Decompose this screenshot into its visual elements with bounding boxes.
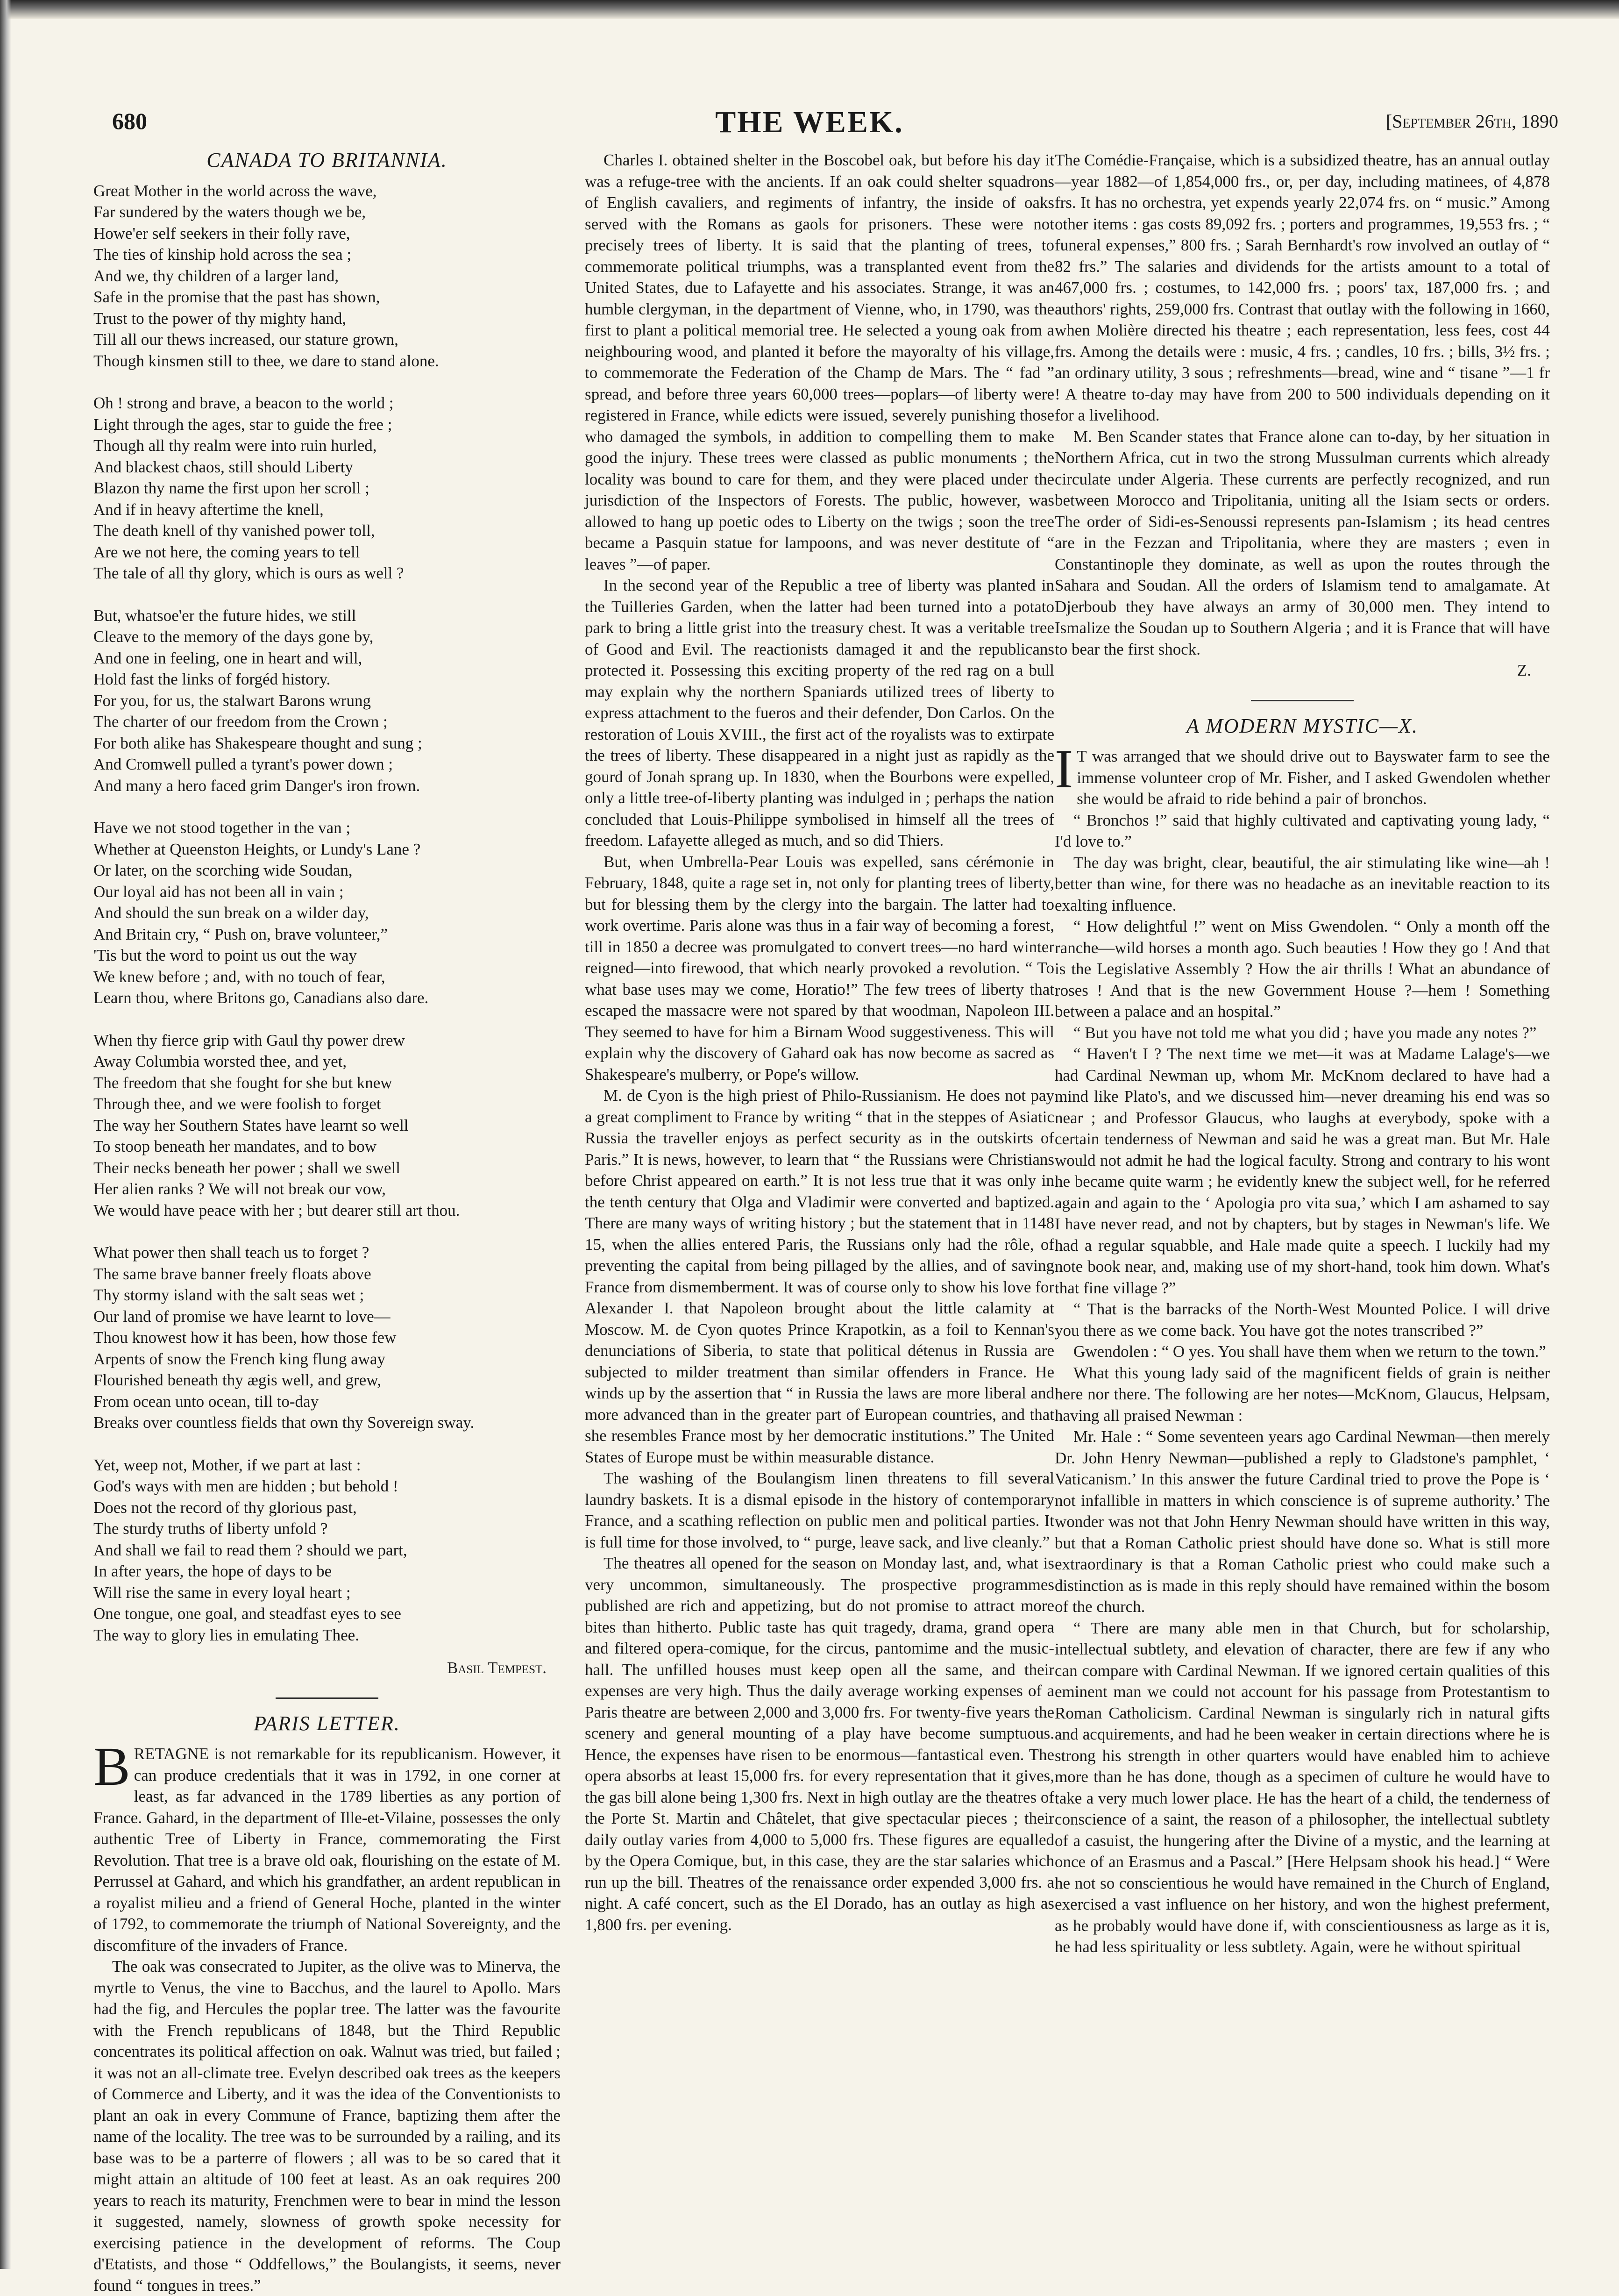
poem-line: And if in heavy aftertime the knell, [93, 500, 324, 519]
poem-line: Yet, weep not, Mother, if we part at last : [93, 1455, 361, 1474]
poem-line: Howe'er self seekers in their folly rave, [93, 224, 350, 242]
poem-line: Does not the record of thy glorious past, [93, 1498, 357, 1517]
page-header [0, 107, 1619, 145]
poem-line: The sturdy truths of liberty unfold ? [93, 1519, 328, 1538]
poem-line: 'Tis but the word to point us out the way [93, 946, 357, 964]
issue-date: [September 26th, 1890 [1385, 111, 1558, 132]
poem-line: And shall we fail to read them ? should we part, [93, 1540, 407, 1559]
poem-line: Cleave to the memory of the days gone by, [93, 627, 374, 646]
poem-line: We would have peace with her ; but dearer still art thou. [93, 1201, 460, 1219]
paris-paragraph: BRETAGNE is not remarkable for its republicanism. However, it can produce credentials that it was in 1792, in one corner at least, as far advanced in the 1789 liberties as any portion of France. Gahard, in the department of Ille-et-Vilaine, possesses the only authentic Tree of Liberty in France, commemorating the First Revolution. That tree is a brave old oak, flourishing on the estate of M. Perrussel at Gahard, and which his grandfather, an ardent republican in a royalist milieu and a friend of General Hoche, planted in the winter of 1792, to commemorate the triumph of National Sovereignty, and the discomfiture of the invaders of France. [93, 1736, 561, 1954]
poem-line: Trust to the power of thy mighty hand, [93, 309, 347, 328]
poem-line: Though kinsmen still to thee, we dare to stand alone. [93, 351, 439, 370]
mystic-paragraph: “ That is the barracks of the North-West Mounted Police. I will drive you there as we come back. You have got the notes transcribed ?” [1055, 1300, 1550, 1340]
column-3 [1055, 150, 1550, 1958]
poem-stanza [93, 1455, 561, 1646]
paris-signature: Z. [1517, 661, 1531, 679]
poem-line: The death knell of thy vanished power toll, [93, 521, 375, 540]
paris-paragraph: The theatres all opened for the season on Monday last, and, what is very uncommon, simultaneously. The prospective programmes published are rich and appetizing, but do not promise to attract more bites than hitherto. Public taste has quit tragedy, drama, grand opera and filtered opera-comique, for the circus, pantomime and the music-hall. The unfilled houses must keep open all the same, and their expenses are very high. Thus the daily average working expenses of a Paris theatre are between 2,000 and 3,000 frs. For twenty-five years the scenery and general mounting of a play have become sumptuous. Hence, the expenses have risen to be enormous—fantastical even. The opera absorbs at least 15,000 frs. for every representation that it gives, the gas bill alone being 1,300 frs. Next in high outlay are the theatres of the Porte St. Martin and Châtelet, that give spectacular pieces ; their daily outlay varies from 4,000 to 5,000 frs. These figures are equalled by the Opera Comique, but, in this case, they are the star salaries which run up the bill. Theatres of the renaissance order expended 3,000 frs. a night. A café concert, such as the El Dorado, has an outlay as high as 1,800 frs. per evening. [585, 1554, 1055, 1934]
poem-line: Oh ! strong and brave, a beacon to the world ; [93, 394, 394, 412]
section-divider [1251, 700, 1354, 701]
poem-line: For both alike has Shakespeare thought and sung ; [93, 734, 422, 752]
mystic-paragraph: Gwendolen : “ O yes. You shall have them when we return to the town.” [1073, 1342, 1546, 1361]
poem-line: Breaks over countless fields that own thy Sovereign sway. [93, 1413, 475, 1432]
section-divider [276, 1697, 378, 1699]
poem-line: The charter of our freedom from the Crown ; [93, 713, 388, 731]
poem-line: Till all our thews increased, our stature grown, [93, 330, 398, 349]
mystic-paragraph: “ How delightful !” went on Miss Gwendolen. “ Only a month off the ranche—wild horses a month ago. Such beauties ! How they go ! And that is the Legislative Assembly ? How the air thrills ! What an abundance of roses ! And that is the new Government House ?—hem ! Something between a palace and an hospital.” [1055, 917, 1550, 1020]
poem-line: The ties of kinship hold across the sea ; [93, 245, 352, 264]
poem-line: Her alien ranks ? We will not break our vow, [93, 1180, 386, 1198]
poem-line: The tale of all thy glory, which is ours as well ? [93, 564, 404, 582]
poem-line: The same brave banner freely floats above [93, 1264, 371, 1283]
poem-body [93, 180, 561, 1646]
mystic-paragraph: “ There are many able men in that Church, but for scholarship, intellectual subtlety, and elevation of character, there are few if any who can compare with Cardinal Newman. If we ignored certain qualities of this eminent man we could not account for his passage from Protestantism to Roman Catholicism. Cardinal Newman is singularly rich in natural gifts and acquirements, and had he been weaker in certain directions where he is strong his strength in other quarters would have enabled him to achieve more than he has done, though as a specimen of culture he would have to take a very much lower place. He has the heart of a child, the tenderness of conscience of a saint, the reason of a philosopher, the intellectual subtlety of a casuist, the hungering after the Divine of a mystic, and the learning at once of an Erasmus and a Pascal.” [Here Helpsam shook his head.] “ Were he not so conscientious he would have remained in the Church of England, exercised a vast influence on her history, and won the highest preferment, as he probably would have done if, with conscientiousness as large as it is, he had less spirituality or less subtlety. Again, were he without spiritual [1055, 1619, 1550, 1956]
mystic-paragraph: Mr. Hale : “ Some seventeen years ago Cardinal Newman—then merely Dr. John Henry Newman—published a reply to Gladstone's pamphlet, ‘ Vaticanism.’ In this answer the future Cardinal tried to prove the Pope is ‘ not infallible in matters in which conscience is of supreme authority.’ The wonder was not that John Henry Newman should have written in this way, but that a Roman Catholic priest should have done so. What is still more extraordinary is that a Roman Catholic priest who could make such a distinction as is made in this reply should have remained within the bosom of the church. [1055, 1427, 1550, 1616]
paris-paragraph: Charles I. obtained shelter in the Boscobel oak, but before his day it was a refuge-tree with the ancients. If an oak could shelter squadrons of English cavaliers, and regiments of infantry, the inside of oaks served with the Romans as gaols for prisoners. These were not precisely trees of liberty. It is said that the planting of trees, to commemorate political triumphs, was a transplanted event from the United States, due to Lafayette and his associates. Strange, it was an humble clergyman, in the department of Vienne, who, in 1790, was the first to plant a political memorial tree. He selected a young oak from a neighbouring wood, and planted it before the mayoralty of his village, to commemorate the Federation of the Champ de Mars. The “ fad ” spread, and before three years 60,000 trees—poplars—of liberty were registered in France, while edicts were issued, severely punishing those who damaged the symbols, in addition to compelling them to make good the injury. These trees were classed as public monuments ; the locality was bound to care for them, and they were placed under the jurisdiction of the Inspectors of Forests. The public, however, was allowed to hang up poetic odes to Liberty on the twigs ; soon the tree became a Pasquin statue for lampoons, and was never destitute of “ leaves ”—of paper. [585, 151, 1054, 573]
poem-line: And Cromwell pulled a tyrant's power down ; [93, 755, 393, 773]
poem-line: One tongue, one goal, and steadfast eyes to see [93, 1604, 401, 1623]
poem-line: To stoop beneath her mandates, and to bow [93, 1137, 377, 1155]
poem-stanza [93, 817, 561, 1009]
poem-line: Their necks beneath her power ; shall we swell [93, 1158, 400, 1177]
poem-stanza [93, 1242, 561, 1433]
paris-paragraph: The Comédie-Française, which is a subsidized theatre, has an annual outlay—year 1882—of 1,854,000 frs., or, per day, including matinees, of 4,878 frs. It has no orchestra, yet expends yearly 22,074 frs. on “ music.” Among other items : gas costs 89,092 frs. ; porters and programmes, 19,553 frs. ; “ funeral expenses,” 800 frs. ; Sarah Bernhardt's row involved an outlay of “ 82 frs.” The salaries and dividends for the artists amount to a total of 467,000 frs. ; costumes, to 142,000 frs. ; poors' tax, 187,000 frs. ; and authors' rights, 259,000 frs. Contrast that outlay with the following in 1660, when Molière directed his theatre ; each representation, less fees, cost 44 frs. Among the details were : music, 4 frs. ; candles, 10 frs. ; bills, 3½ frs. ; an ordinary utility, 3 sous ; refreshments—bread, wine and “ tisane ”—1 fr ! A theatre to-day may have from 200 to 500 individuals depending on it for a livelihood. [1055, 151, 1550, 424]
page-number: 680 [112, 108, 147, 134]
mystic-title: A MODERN MYSTIC—X. [1186, 714, 1418, 737]
mystic-paragraph: “ Bronchos !” said that highly cultivated and captivating young lady, “ I'd love to.” [1055, 811, 1550, 850]
poem-line: And one in feeling, one in heart and will, [93, 649, 362, 667]
poem-line: The way to glory lies in emulating Thee. [93, 1626, 359, 1644]
poem-line: And we, thy children of a larger land, [93, 266, 339, 285]
poem-line: Our loyal aid has not been all in vain ; [93, 882, 344, 901]
poem-line: We knew before ; and, with no touch of fear, [93, 967, 385, 986]
column-2 [585, 150, 1054, 1935]
poem-title: CANADA TO BRITANNIA. [206, 149, 447, 171]
poem-line: God's ways with men are hidden ; but behold ! [93, 1477, 398, 1495]
poem-line: Whether at Queenston Heights, or Lundy's Lane ? [93, 840, 421, 858]
poem-line: Though all thy realm were into ruin hurled, [93, 436, 377, 455]
poem-line: In after years, the hope of days to be [93, 1562, 332, 1580]
page-top-edge [0, 0, 1619, 19]
paris-letter-title: PARIS LETTER. [254, 1711, 400, 1735]
poem-line: And blackest chaos, still should Liberty [93, 457, 354, 476]
poem-line: Thy stormy island with the salt seas wet ; [93, 1286, 364, 1304]
poem-line: Have we not stood together in the van ; [93, 819, 351, 837]
poem-line: Our land of promise we have learnt to love— [93, 1307, 391, 1326]
poem-line: Through thee, and we were foolish to forget [93, 1095, 381, 1113]
poem-signature: Basil Tempest. [447, 1659, 547, 1677]
poem-stanza [93, 392, 561, 584]
poem-line: From ocean unto ocean, till to-day [93, 1392, 319, 1411]
poem-line: Safe in the promise that the past has shown, [93, 288, 380, 306]
poem-line: Great Mother in the world across the wave, [93, 181, 377, 200]
poem-line: Arpents of snow the French king flung away [93, 1349, 386, 1368]
mystic-paragraph: “ Haven't I ? The next time we met—it was at Madame Lalage's—we had Cardinal Newman up, whom Mr. McKnom declared to have had a mind like Plato's, and we discussed him—never dreaming his end was so near ; and Professor Glaucus, who laughs at everybody, spoke with a certain tenderness of Newman and said he was a great man. But Mr. Hale would not admit he had the logical faculty. Strong and contrary to his wont he became quite warm ; he evidently knew the subject well, for he referred again and again to the ‘ Apologia pro vita sua,’ which I am ashamed to say I have never read, and not by chapters, but by stages in Newman's life. We had a regular squabble, and Hale made quite a speech. I luckily had my note book near, and, making use of my short-hand, took him down. What's that fine village ?” [1055, 1045, 1550, 1297]
page-binding-shadow [0, 0, 11, 2269]
poem-stanza [93, 605, 561, 797]
poem-line: The freedom that she fought for she but knew [93, 1073, 392, 1092]
mystic-paragraph: The day was bright, clear, beautiful, the air stimulating like wine—ah ! better than wine, for there was no headache as an inevitable reaction to its exalting influence. [1055, 853, 1550, 914]
paris-paragraph: The washing of the Boulangism linen threatens to fill several laundry baskets. It is a dismal episode in the history of contemporary France, and a scathing reflection on public men and political parties. It is full time for those involved, to “ purge, leave sack, and live cleanly.” [585, 1469, 1054, 1551]
poem-line: Hold fast the links of forgéd history. [93, 670, 331, 688]
poem-line: Learn thou, where Britons go, Canadians also dare. [93, 989, 429, 1007]
poem-stanza [93, 180, 561, 372]
paris-paragraph: M. de Cyon is the high priest of Philo-Russianism. He does not pay a great compliment to France by writing “ that in the steppes of Asiatic Russia the traveller enjoys as perfect security as in the outskirts of Paris.” It is news, however, to learn that “ the Russians were Christians before Christ appeared on earth.” It is not less true that it was only in the tenth century that Olga and Vladimir were converted and baptized. There are many ways of writing history ; but the statement that in 1148 15, when the allies entered Paris, the Russians only had the rôle, of preventing the capital from being pillaged by the allies, and of saving France from dismemberment. It was of course only to show his love for Alexander I. that Napoleon brought about the little calamity at Moscow. M. de Cyon quotes Prince Krapotkin, as a foil to Kennan's denunciations of Siberia, to state that political détenus in Russia are subjected to milder treatment than similar offenders in France. He winds up by the assertion that “ in Russia the laws are more liberal and more advanced than in the greater part of European countries, and that she resembles France most by her democratic institutions.” The United States of Europe must be within measurable distance. [585, 1086, 1054, 1466]
poem-line: Flourished beneath thy ægis well, and grew, [93, 1371, 381, 1389]
poem-line: Are we not here, the coming years to tell [93, 542, 360, 561]
poem-stanza [93, 1030, 561, 1221]
poem-line: And many a hero faced grim Danger's iron frown. [93, 776, 420, 795]
poem-line: Blazon thy name the first upon her scroll ; [93, 479, 369, 497]
column-1 [93, 150, 561, 2296]
paris-paragraph: In the second year of the Republic a tree of liberty was planted in the Tuilleries Garden, when the latter had been turned into a potato park to bring a little grist into the treasury chest. It was a veritable tree of Good and Evil. The reactionists damaged it and the republicans protected it. Possessing this exciting property of the red rag on a bull may explain why the northern Spaniards utilized trees of liberty to express attachment to the fueros and their defender, Don Carlos. On the restoration of Louis XVIII., the first act of the royalists was to extirpate the trees of liberty. These disappeared in a night just as rapidly as the gourd of Jonah sprang up. In 1830, when the Bourbons were expelled, only a little tree-of-liberty planting was indulged in ; perhaps the nation concluded that Louis-Philippe symbolised in himself all the trees of freedom. Lafayette alleged as much, and so did Thiers. [585, 576, 1054, 849]
poem-line: Or later, on the scorching wide Soudan, [93, 861, 353, 879]
poem-line: And Britain cry, “ Push on, brave volunteer,” [93, 925, 388, 943]
mystic-paragraph: What this young lady said of the magnificent fields of grain is neither here nor there. The following are her notes—McKnom, Glaucus, Helpsam, having all praised Newman : [1055, 1363, 1550, 1425]
poem-line: But, whatsoe'er the future hides, we still [93, 606, 356, 625]
paris-paragraph: M. Ben Scander states that France alone can to-day, by her situation in Northern Africa, cut in two the strong Mussulman currents which already circulate under Algeria. These currents are perfectly recognized, and run between Morocco and Tripolitania, uniting all the Isiam sects or orders. The order of Sidi-es-Senoussi represents pan-Islamism ; its head centres are in the Fezzan and Tripolitania, where they are masters ; even in Constantinople they dominate, as well as upon the routes through the Sahara and Soudan. All the orders of Islamism tend to amalgamate. At Djerboub they have always an army of 30,000 men. They intend to Ismalize the Soudan up to Southern Algeria ; and it is France that will have to bear the first shock. [1055, 427, 1550, 658]
paris-paragraph: The oak was consecrated to Jupiter, as the olive was to Minerva, the myrtle to Venus, the vine to Bacchus, and the laurel to Apollo. Mars had the fig, and Hercules the poplar tree. The latter was the favourite with the French republicans of 1848, but the Third Republic concentrates its political affection on oak. Walnut was tried, but failed ; it was not an all-climate tree. Evelyn described oak trees as the keepers of Commerce and Liberty, and it was the idea of the Conventionists to plant an oak in every Commune of France, baptizing them after the name of the locality. The tree was to be surrounded by a railing, and its base was to be a parterre of flowers ; all was to be so cared that it might attain an altitude of 100 feet at least. As an oak requires 200 years to reach its maturity, Frenchmen were to bear in mind the lesson it suggested, namely, slowness of growth spoke necessity for exercising patience in the development of reforms. The Coup d'Etatists, and those “ Oddfellows,” the Boulangists, it seems, never found “ tongues in trees.” [93, 1957, 561, 2295]
poem-line: For you, for us, the stalwart Barons wrung [93, 691, 371, 710]
poem-line: What power then shall teach us to forget ? [93, 1243, 369, 1262]
mystic-paragraph: “ But you have not told me what you did ; have you made any notes ?” [1073, 1023, 1537, 1042]
poem-line: And should the sun break on a wilder day, [93, 904, 369, 922]
poem-line: Far sundered by the waters though we be, [93, 203, 366, 221]
poem-line: Away Columbia worsted thee, and yet, [93, 1052, 347, 1070]
poem-line: Light through the ages, star to guide the free ; [93, 415, 392, 434]
journal-title: THE WEEK. [715, 105, 904, 139]
mystic-paragraph: IT was arranged that we should drive out to Bayswater farm to see the immense volunteer crop of Mr. Fisher, and I asked Gwendolen whether she would be afraid to ride behind a pair of bronchos. [1055, 738, 1550, 808]
poem-line: Will rise the same in every loyal heart ; [93, 1583, 351, 1602]
paris-paragraph: But, when Umbrella-Pear Louis was expelled, sans cérémonie in February, 1848, quite a rage set in, not only for planting trees of liberty, but for blessing them by the clergy into the bargain. The latter had to work overtime. Paris alone was thus in a fair way of becoming a forest, till in 1850 a decree was promulgated to convert trees—no hard winter reigned—into firewood, that which nearly provoked a revolution. “ To what base uses may we come, Horatio!” The few trees of liberty that escaped the massacre were not spared by that woodman, Napoleon III. They seemed to have for him a Birnam Wood suggestiveness. This will explain why the discovery of Gahard oak has now become as sacred as Shakespeare's mulberry, or Pope's willow. [585, 852, 1054, 1084]
poem-line: The way her Southern States have learnt so well [93, 1116, 409, 1134]
poem-line: When thy fierce grip with Gaul thy power drew [93, 1031, 405, 1049]
poem-line: Thou knowest how it has been, how those few [93, 1328, 397, 1347]
